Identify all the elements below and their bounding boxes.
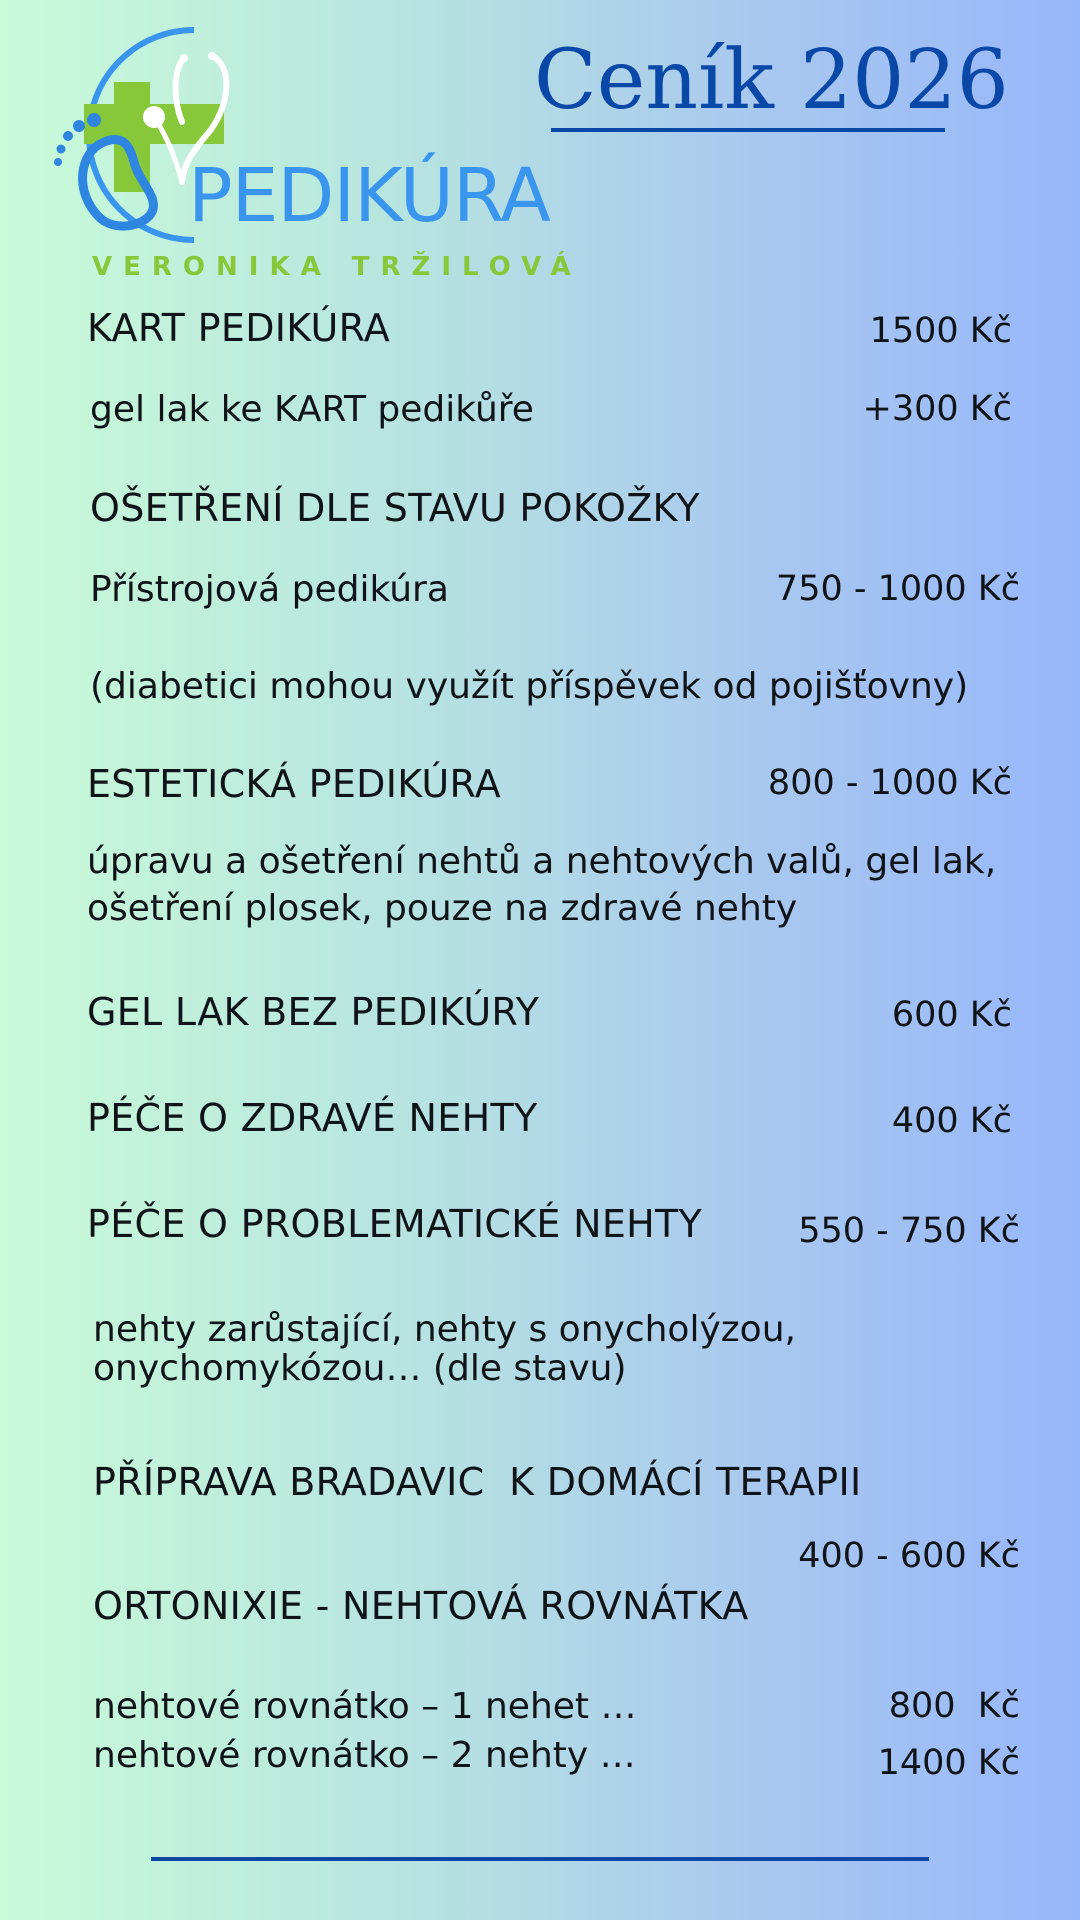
service-healthy-nails-name: PÉČE O ZDRAVÉ NEHTY	[87, 1096, 538, 1140]
service-warts-price: 400 - 600 Kč	[798, 1536, 1020, 1576]
title-underline	[551, 128, 945, 132]
bottom-divider	[151, 1857, 929, 1861]
service-warts-name: PŘÍPRAVA BRADAVIC K DOMÁCÍ TERAPII	[93, 1460, 862, 1504]
service-problem-nails-desc-line1: nehty zarůstající, nehty s onycholýzou,	[93, 1309, 796, 1350]
service-gel-addon-price: +300 Kč	[862, 389, 1012, 429]
service-kart-name: KART PEDIKÚRA	[87, 306, 391, 350]
service-kart-price: 1500 Kč	[869, 311, 1012, 351]
service-device-price: 750 - 1000 Kč	[775, 569, 1020, 609]
diabetic-note: (diabetici mohou využít příspěvek od pojišťovny)	[90, 666, 969, 707]
service-problem-nails-name: PÉČE O PROBLEMATICKÉ NEHTY	[87, 1202, 703, 1246]
service-device-name: Přístrojová pedikúra	[90, 569, 449, 610]
service-aesthetic-desc-line1: úpravu a ošetření nehtů a nehtových valů, gel lak,	[87, 841, 997, 882]
service-problem-nails-price: 550 - 750 Kč	[798, 1211, 1020, 1251]
service-brace1-price: 800 Kč	[888, 1686, 1020, 1726]
service-problem-nails-desc-line2: onychomykózou… (dle stavu)	[93, 1348, 627, 1389]
page-title: Ceník 2026	[534, 33, 1009, 128]
service-aesthetic-name: ESTETICKÁ PEDIKÚRA	[87, 762, 501, 806]
service-ortonixie-heading: ORTONIXIE - NEHTOVÁ ROVNÁTKA	[93, 1584, 749, 1628]
service-brace1-name: nehtové rovnátko – 1 nehet …	[93, 1686, 637, 1727]
brand-subtitle: VERONIKA TRŽILOVÁ	[92, 252, 582, 282]
brand-name: PEDIKÚRA	[188, 153, 550, 239]
service-gel-only-price: 600 Kč	[891, 995, 1012, 1035]
section-skin-treatment-heading: OŠETŘENÍ DLE STAVU POKOŽKY	[90, 486, 700, 530]
service-brace2-name: nehtové rovnátko – 2 nehty …	[93, 1735, 636, 1776]
service-gel-addon-name: gel lak ke KART pedikůře	[90, 389, 534, 430]
service-aesthetic-price: 800 - 1000 Kč	[767, 763, 1012, 803]
service-healthy-nails-price: 400 Kč	[891, 1101, 1012, 1141]
service-aesthetic-desc-line2: ošetření plosek, pouze na zdravé nehty	[87, 888, 798, 929]
service-brace2-price: 1400 Kč	[877, 1743, 1020, 1783]
service-gel-only-name: GEL LAK BEZ PEDIKÚRY	[87, 990, 540, 1034]
